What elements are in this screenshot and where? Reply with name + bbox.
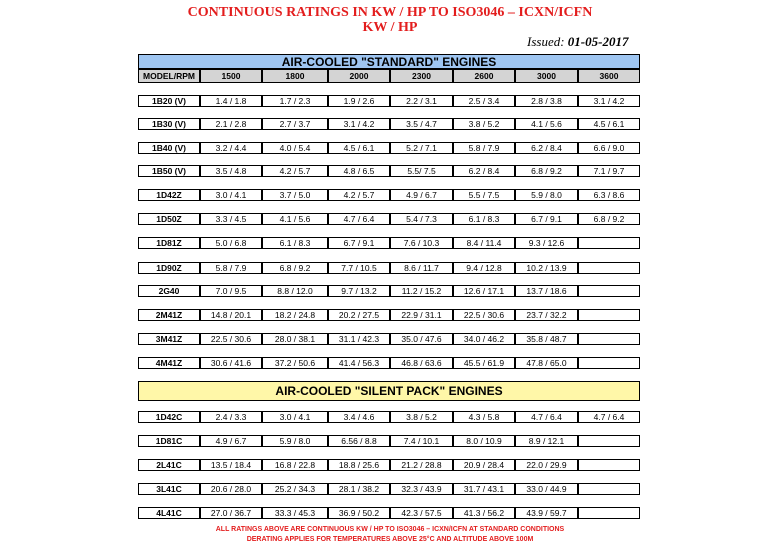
rating-cell: 13.7 / 18.6 <box>515 285 578 297</box>
rating-cell <box>578 262 640 274</box>
rating-cell: 4.1 / 5.6 <box>262 213 328 225</box>
rating-cell: 41.4 / 56.3 <box>328 357 390 369</box>
table-row <box>138 165 640 177</box>
rating-cell: 3.7 / 5.0 <box>262 189 328 201</box>
rating-cell: 6.56 / 8.8 <box>328 435 390 447</box>
footer-note-ratings: ALL RATINGS ABOVE ARE CONTINUOUS KW / HP TO ISO3046 – ICXN/ICFN AT STANDARD CONDITIONS <box>215 526 565 533</box>
rating-cell: 2.8 / 3.8 <box>515 95 578 107</box>
rating-cell: 20.2 / 27.5 <box>328 309 390 321</box>
model-cell: 2M41Z <box>138 309 200 321</box>
rating-cell <box>578 459 640 471</box>
model-cell: 1D42Z <box>138 189 200 201</box>
model-cell: 1D50Z <box>138 213 200 225</box>
rating-cell: 34.0 / 46.2 <box>453 333 515 345</box>
rating-cell: 42.3 / 57.5 <box>390 507 453 519</box>
issued-date: 01-05-2017 <box>567 34 629 49</box>
rating-cell: 6.2 / 8.4 <box>453 165 515 177</box>
header-rpm-2600: 2600 <box>453 69 515 83</box>
rating-cell: 4.7 / 6.4 <box>578 411 640 423</box>
rating-cell: 3.0 / 4.1 <box>262 411 328 423</box>
rating-cell: 4.5 / 6.1 <box>578 118 640 130</box>
rating-cell: 9.3 / 12.6 <box>515 237 578 249</box>
rating-cell: 2.1 / 2.8 <box>200 118 262 130</box>
rating-cell: 4.1 / 5.6 <box>515 118 578 130</box>
rating-cell <box>578 285 640 297</box>
table-row <box>138 262 640 274</box>
table-row <box>138 189 640 201</box>
rating-cell <box>578 309 640 321</box>
rating-cell: 4.7 / 6.4 <box>328 213 390 225</box>
table-row <box>138 95 640 107</box>
table-row <box>138 142 640 154</box>
rating-cell: 16.8 / 22.8 <box>262 459 328 471</box>
rating-cell: 6.7 / 9.1 <box>515 213 578 225</box>
rating-cell: 18.2 / 24.8 <box>262 309 328 321</box>
rating-cell: 4.2 / 5.7 <box>328 189 390 201</box>
rating-cell: 47.8 / 65.0 <box>515 357 578 369</box>
rating-cell: 18.8 / 25.6 <box>328 459 390 471</box>
document-title: CONTINUOUS RATINGS IN KW / HP TO ISO3046 – ICXN/ICFN <box>187 5 593 20</box>
rating-cell: 4.5 / 6.1 <box>328 142 390 154</box>
table-row <box>138 411 640 423</box>
header-rpm-3600: 3600 <box>578 69 640 83</box>
table-row <box>138 333 640 345</box>
rating-cell: 37.2 / 50.6 <box>262 357 328 369</box>
rating-cell <box>578 507 640 519</box>
rating-cell: 3.4 / 4.6 <box>328 411 390 423</box>
rating-cell: 3.5 / 4.8 <box>200 165 262 177</box>
header-rpm-2300: 2300 <box>390 69 453 83</box>
rating-cell <box>578 357 640 369</box>
rating-cell: 43.9 / 59.7 <box>515 507 578 519</box>
rating-cell: 9.4 / 12.8 <box>453 262 515 274</box>
footer-note-derating: DERATING APPLIES FOR TEMPERATURES ABOVE 25°C AND ALTITUDE ABOVE 100M <box>246 536 534 543</box>
rating-cell: 5.9 / 8.0 <box>515 189 578 201</box>
header-rpm-3000: 3000 <box>515 69 578 83</box>
standard-engines-banner: AIR-COOLED "STANDARD" ENGINES <box>138 54 640 69</box>
rating-cell: 46.8 / 63.6 <box>390 357 453 369</box>
rating-cell: 8.4 / 11.4 <box>453 237 515 249</box>
rating-cell: 27.0 / 36.7 <box>200 507 262 519</box>
rating-cell: 22.0 / 29.9 <box>515 459 578 471</box>
model-cell: 1B40 (V) <box>138 142 200 154</box>
rating-cell: 12.6 / 17.1 <box>453 285 515 297</box>
rating-cell: 41.3 / 56.2 <box>453 507 515 519</box>
silent-pack-banner: AIR-COOLED "SILENT PACK" ENGINES <box>138 381 640 401</box>
table-row <box>138 309 640 321</box>
table-row <box>138 285 640 297</box>
table-row <box>138 459 640 471</box>
rating-cell: 3.1 / 4.2 <box>578 95 640 107</box>
rating-cell: 6.8 / 9.2 <box>578 213 640 225</box>
model-cell: 1D81C <box>138 435 200 447</box>
model-cell: 1D81Z <box>138 237 200 249</box>
rating-cell: 5.2 / 7.1 <box>390 142 453 154</box>
rating-cell: 28.1 / 38.2 <box>328 483 390 495</box>
table-row <box>138 118 640 130</box>
rating-cell: 22.9 / 31.1 <box>390 309 453 321</box>
model-cell: 4M41Z <box>138 357 200 369</box>
rating-cell: 7.1 / 9.7 <box>578 165 640 177</box>
rating-cell: 3.1 / 4.2 <box>328 118 390 130</box>
rating-cell: 5.9 / 8.0 <box>262 435 328 447</box>
rating-cell: 8.8 / 12.0 <box>262 285 328 297</box>
rating-cell: 33.0 / 44.9 <box>515 483 578 495</box>
header-model-rpm: MODEL/RPM <box>138 69 200 83</box>
rating-cell: 45.5 / 61.9 <box>453 357 515 369</box>
rating-cell: 20.6 / 28.0 <box>200 483 262 495</box>
rating-cell: 4.9 / 6.7 <box>200 435 262 447</box>
rating-cell: 11.2 / 15.2 <box>390 285 453 297</box>
model-cell: 3M41Z <box>138 333 200 345</box>
table-row <box>138 357 640 369</box>
table-row <box>138 237 640 249</box>
rating-cell <box>578 237 640 249</box>
table-row <box>138 483 640 495</box>
rating-cell: 4.3 / 5.8 <box>453 411 515 423</box>
rating-cell: 5.8 / 7.9 <box>453 142 515 154</box>
rating-cell: 25.2 / 34.3 <box>262 483 328 495</box>
header-rpm-1800: 1800 <box>262 69 328 83</box>
rating-cell: 2.2 / 3.1 <box>390 95 453 107</box>
rating-cell: 1.4 / 1.8 <box>200 95 262 107</box>
rating-cell: 22.5 / 30.6 <box>453 309 515 321</box>
rating-cell: 30.6 / 41.6 <box>200 357 262 369</box>
rating-cell: 13.5 / 18.4 <box>200 459 262 471</box>
rating-cell: 7.4 / 10.1 <box>390 435 453 447</box>
rating-cell: 8.0 / 10.9 <box>453 435 515 447</box>
rating-cell: 1.9 / 2.6 <box>328 95 390 107</box>
issued-date-line <box>527 34 628 50</box>
rating-cell: 4.9 / 6.7 <box>390 189 453 201</box>
rating-cell: 3.8 / 5.2 <box>453 118 515 130</box>
model-cell: 1B20 (V) <box>138 95 200 107</box>
table-row <box>138 213 640 225</box>
rating-cell: 6.2 / 8.4 <box>515 142 578 154</box>
header-rpm-1500: 1500 <box>200 69 262 83</box>
rating-cell: 7.6 / 10.3 <box>390 237 453 249</box>
model-cell: 2L41C <box>138 459 200 471</box>
rating-cell: 5.4 / 7.3 <box>390 213 453 225</box>
rating-cell: 6.8 / 9.2 <box>515 165 578 177</box>
rating-cell: 35.8 / 48.7 <box>515 333 578 345</box>
rating-cell: 5.5/ 7.5 <box>390 165 453 177</box>
rating-cell: 28.0 / 38.1 <box>262 333 328 345</box>
rating-cell: 2.7 / 3.7 <box>262 118 328 130</box>
rating-cell: 6.1 / 8.3 <box>262 237 328 249</box>
rating-cell: 31.7 / 43.1 <box>453 483 515 495</box>
model-cell: 1D90Z <box>138 262 200 274</box>
rating-cell: 14.8 / 20.1 <box>200 309 262 321</box>
model-cell: 1B50 (V) <box>138 165 200 177</box>
rating-cell: 21.2 / 28.8 <box>390 459 453 471</box>
rating-cell <box>578 483 640 495</box>
rating-cell: 3.8 / 5.2 <box>390 411 453 423</box>
rating-cell: 2.5 / 3.4 <box>453 95 515 107</box>
rating-cell <box>578 333 640 345</box>
rating-cell: 3.5 / 4.7 <box>390 118 453 130</box>
rating-cell: 32.3 / 43.9 <box>390 483 453 495</box>
rating-cell: 5.8 / 7.9 <box>200 262 262 274</box>
model-cell: 4L41C <box>138 507 200 519</box>
rating-cell: 7.0 / 9.5 <box>200 285 262 297</box>
rating-cell: 33.3 / 45.3 <box>262 507 328 519</box>
table-row <box>138 435 640 447</box>
rating-cell: 5.5 / 7.5 <box>453 189 515 201</box>
rating-cell: 4.8 / 6.5 <box>328 165 390 177</box>
rating-cell: 3.3 / 4.5 <box>200 213 262 225</box>
model-cell: 2G40 <box>138 285 200 297</box>
rating-cell: 3.2 / 4.4 <box>200 142 262 154</box>
model-cell: 1B30 (V) <box>138 118 200 130</box>
rating-cell <box>578 435 640 447</box>
rating-cell: 4.0 / 5.4 <box>262 142 328 154</box>
rating-cell: 7.7 / 10.5 <box>328 262 390 274</box>
rating-cell: 9.7 / 13.2 <box>328 285 390 297</box>
header-rpm-2000: 2000 <box>328 69 390 83</box>
rating-cell: 4.2 / 5.7 <box>262 165 328 177</box>
table-row <box>138 507 640 519</box>
rating-cell: 35.0 / 47.6 <box>390 333 453 345</box>
rating-cell: 6.7 / 9.1 <box>328 237 390 249</box>
rating-cell: 20.9 / 28.4 <box>453 459 515 471</box>
rating-cell: 3.0 / 4.1 <box>200 189 262 201</box>
rating-cell: 6.1 / 8.3 <box>453 213 515 225</box>
rating-cell: 31.1 / 42.3 <box>328 333 390 345</box>
rating-cell: 6.8 / 9.2 <box>262 262 328 274</box>
rating-cell: 2.4 / 3.3 <box>200 411 262 423</box>
rating-cell: 4.7 / 6.4 <box>515 411 578 423</box>
rating-cell: 10.2 / 13.9 <box>515 262 578 274</box>
rating-cell: 36.9 / 50.2 <box>328 507 390 519</box>
issued-label: Issued: <box>527 34 565 49</box>
rating-cell: 1.7 / 2.3 <box>262 95 328 107</box>
rating-cell: 6.6 / 9.0 <box>578 142 640 154</box>
model-cell: 1D42C <box>138 411 200 423</box>
rating-cell: 8.6 / 11.7 <box>390 262 453 274</box>
rating-cell: 22.5 / 30.6 <box>200 333 262 345</box>
rating-cell: 5.0 / 6.8 <box>200 237 262 249</box>
model-cell: 3L41C <box>138 483 200 495</box>
document-subtitle: KW / HP <box>362 20 418 35</box>
rating-cell: 23.7 / 32.2 <box>515 309 578 321</box>
rating-cell: 8.9 / 12.1 <box>515 435 578 447</box>
rating-cell: 6.3 / 8.6 <box>578 189 640 201</box>
